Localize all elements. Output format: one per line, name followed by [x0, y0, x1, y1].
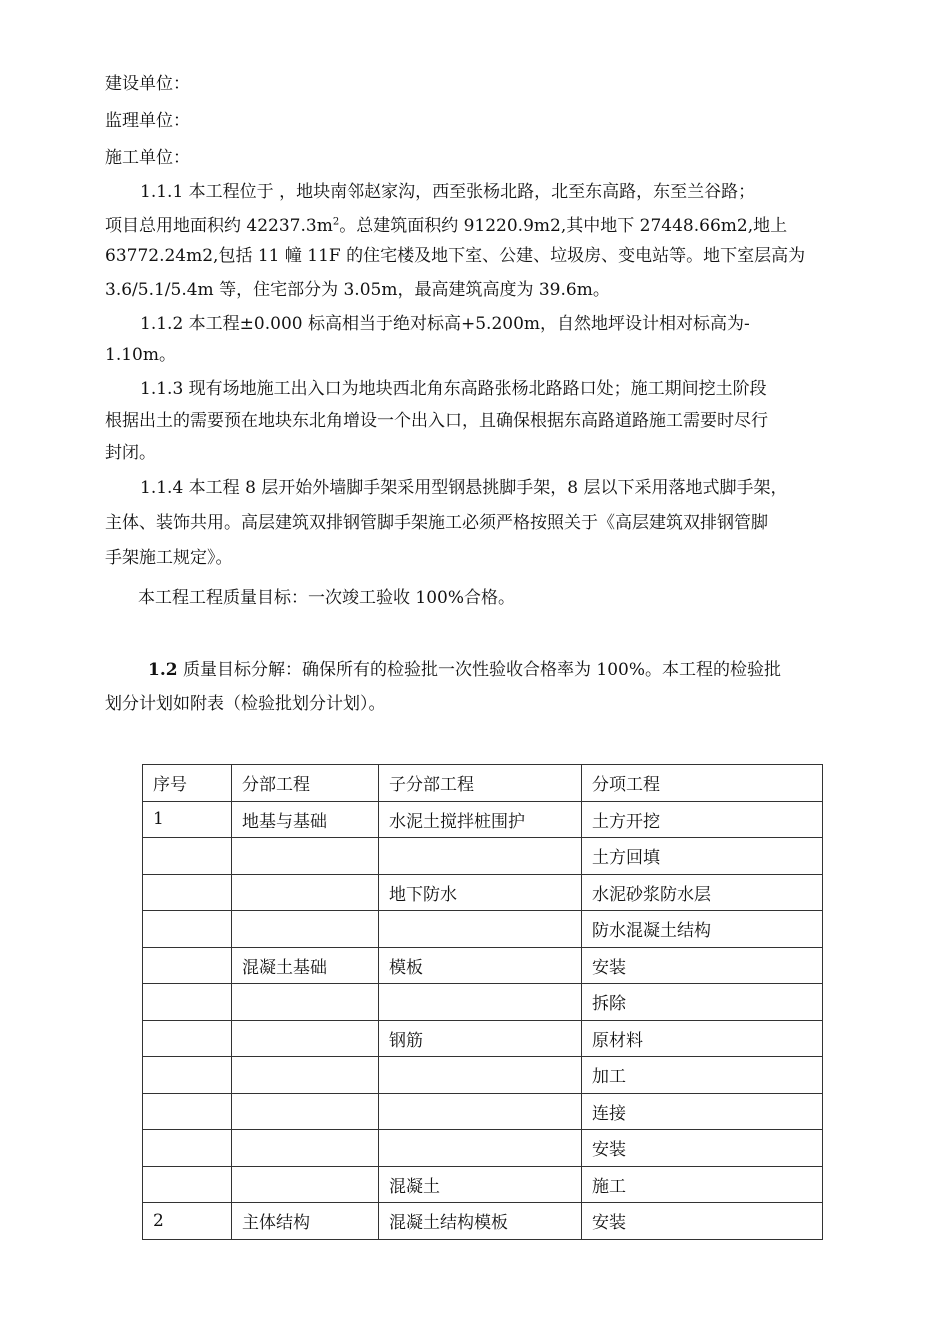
table-cell: 施工	[582, 1166, 823, 1203]
table-cell	[379, 838, 582, 875]
table-header-row	[143, 765, 823, 802]
table-cell	[143, 1057, 232, 1094]
table-row	[143, 1203, 823, 1240]
section-number: 1.1.2	[140, 314, 184, 334]
paragraph-text: 现有场地施工出入口为地块西北角东高路张杨北路路口处；施工期间挖土阶段	[183, 379, 767, 399]
header-cell-subdivision: 子分部工程	[379, 765, 582, 802]
table-cell: 地基与基础	[232, 801, 379, 838]
table-cell: 安装	[582, 1130, 823, 1167]
table-cell: 原材料	[582, 1020, 823, 1057]
table-cell: 土方回填	[582, 838, 823, 875]
table-cell: 主体结构	[232, 1203, 379, 1240]
table-cell	[232, 984, 379, 1021]
table-cell	[232, 1130, 379, 1167]
header-cell-no: 序号	[143, 765, 232, 802]
table-cell	[232, 1057, 379, 1094]
table-row	[143, 801, 823, 838]
paragraph-1-1-2-line-1	[140, 314, 750, 334]
table-row	[143, 984, 823, 1021]
table-row	[143, 1166, 823, 1203]
paragraph-1-1-3-line-3: 封闭。	[105, 443, 156, 463]
table-cell	[143, 1130, 232, 1167]
paragraph-1-1-1-line-2	[105, 216, 787, 236]
table-cell: 模板	[379, 947, 582, 984]
superscript: 2	[332, 216, 340, 228]
table-row	[143, 838, 823, 875]
inspection-batch-table	[142, 764, 823, 1240]
table-cell	[143, 911, 232, 948]
quality-target-line: 本工程工程质量目标：一次竣工验收 100%合格。	[138, 588, 516, 608]
table-cell	[379, 1057, 582, 1094]
table-cell	[232, 874, 379, 911]
paragraph-text: 质量目标分解：确保所有的检验批一次性验收合格率为 100%。本工程的检验批	[177, 660, 781, 680]
table-cell: 水泥土搅拌桩围护	[379, 801, 582, 838]
table-row	[143, 1057, 823, 1094]
paragraph-text: 本工程位于 ，地块南邻赵家沟，西至张杨北路，北至东高路，东至兰谷路；	[183, 182, 756, 202]
table-cell: 拆除	[582, 984, 823, 1021]
paragraph-text: 项目总用地面积约 42237.3m	[105, 216, 333, 236]
table-cell: 安装	[582, 947, 823, 984]
table-cell: 混凝土	[379, 1166, 582, 1203]
table-cell	[143, 984, 232, 1021]
table-cell: 钢筋	[379, 1020, 582, 1057]
paragraph-1-2-line-2: 划分计划如附表（检验批划分计划）。	[105, 694, 386, 714]
paragraph-1-1-3-line-2: 根据出土的需要预在地块东北角增设一个出入口，且确保根据东高路道路施工需要时尽行	[105, 411, 768, 431]
table-cell	[379, 911, 582, 948]
paragraph-1-1-1-line-1	[140, 182, 755, 202]
paragraph-1-1-3-line-1	[140, 379, 767, 399]
table-cell: 土方开挖	[582, 801, 823, 838]
table-cell	[143, 1093, 232, 1130]
table-cell: 混凝土结构模板	[379, 1203, 582, 1240]
table-cell	[143, 838, 232, 875]
table-cell	[379, 984, 582, 1021]
supervision-unit-label: 监理单位：	[105, 111, 190, 131]
table-cell: 2	[143, 1203, 232, 1240]
table-cell	[232, 1093, 379, 1130]
table-cell	[232, 1166, 379, 1203]
paragraph-1-1-2-line-2: 1.10m。	[105, 345, 176, 365]
table-cell	[232, 1020, 379, 1057]
construction-unit-label: 建设单位：	[105, 74, 190, 94]
table-row	[143, 947, 823, 984]
table-cell: 防水混凝土结构	[582, 911, 823, 948]
table-cell	[143, 1166, 232, 1203]
table-cell: 地下防水	[379, 874, 582, 911]
contractor-unit-label: 施工单位：	[105, 148, 190, 168]
table-cell: 连接	[582, 1093, 823, 1130]
paragraph-text: 。总建筑面积约 91220.9m2,其中地下 27448.66m2,地上	[339, 216, 788, 236]
table-row	[143, 1093, 823, 1130]
table-cell: 加工	[582, 1057, 823, 1094]
paragraph-1-1-1-line-3: 63772.24m2,包括 11 幢 11F 的住宅楼及地下室、公建、垃圾房、变电站等。地下室层高为	[105, 246, 806, 266]
table-cell: 1	[143, 801, 232, 838]
section-number: 1.1.1	[140, 182, 184, 202]
table-cell: 安装	[582, 1203, 823, 1240]
paragraph-1-1-4-line-1	[140, 478, 788, 498]
paragraph-1-2-line-1	[148, 660, 781, 680]
table-row	[143, 1020, 823, 1057]
table-cell	[379, 1130, 582, 1167]
paragraph-text: 本工程±0.000 标高相当于绝对标高+5.200m，自然地坪设计相对标高为-	[183, 314, 750, 334]
table-cell: 混凝土基础	[232, 947, 379, 984]
paragraph-1-1-1-line-4: 3.6/5.1/5.4m 等，住宅部分为 3.05m，最高建筑高度为 39.6m。	[105, 280, 610, 300]
table-cell: 水泥砂浆防水层	[582, 874, 823, 911]
table-cell	[232, 838, 379, 875]
table-cell	[232, 911, 379, 948]
paragraph-1-1-4-line-2: 主体、装饰共用。高层建筑双排钢管脚手架施工必须严格按照关于《高层建筑双排钢管脚	[105, 513, 768, 533]
header-cell-division: 分部工程	[232, 765, 379, 802]
table-row	[143, 911, 823, 948]
table-cell	[143, 947, 232, 984]
paragraph-1-1-4-line-3: 手架施工规定》。	[105, 548, 233, 568]
table-cell	[143, 874, 232, 911]
section-number: 1.2	[148, 660, 178, 680]
table-cell	[379, 1093, 582, 1130]
section-number: 1.1.4	[140, 478, 184, 498]
header-cell-item: 分项工程	[582, 765, 823, 802]
table-cell	[143, 1020, 232, 1057]
section-number: 1.1.3	[140, 379, 184, 399]
table-row	[143, 1130, 823, 1167]
table-row	[143, 874, 823, 911]
paragraph-text: 本工程 8 层开始外墙脚手架采用型钢悬挑脚手架，8 层以下采用落地式脚手架，	[183, 478, 788, 498]
